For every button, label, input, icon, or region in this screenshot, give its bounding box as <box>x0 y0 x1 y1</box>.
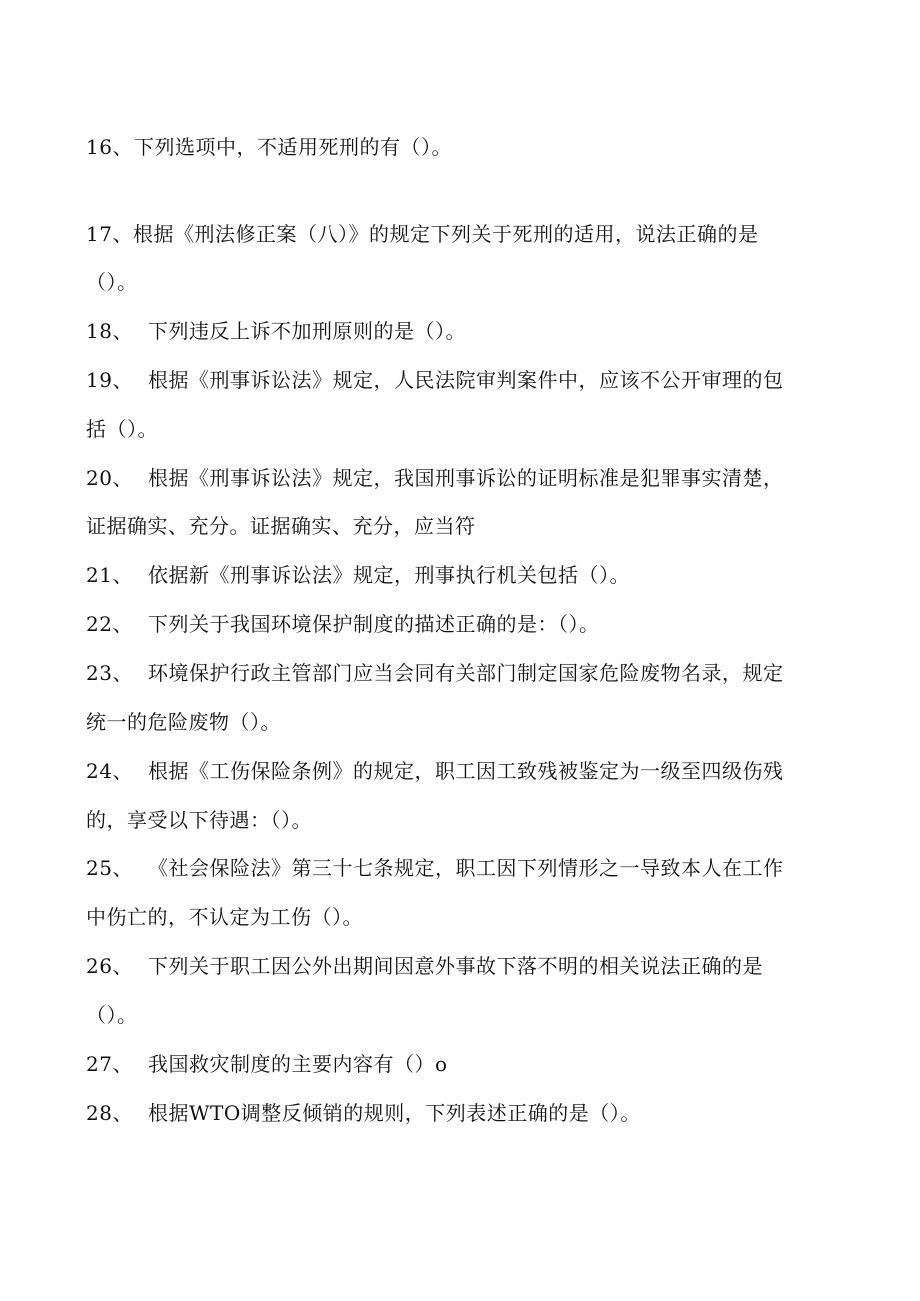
question-21 <box>86 562 846 588</box>
question-text: 根据《刑事诉讼法》规定，人民法院审判案件中，应该不公开审理的包 <box>148 368 784 392</box>
question-23 <box>86 660 846 686</box>
question-text: 括（）。 <box>86 417 158 441</box>
question-text: 我国救灾制度的主要内容有（）o <box>148 1052 448 1076</box>
question-24-continuation <box>86 807 846 833</box>
question-25-continuation <box>86 904 846 930</box>
question-number: 24、 <box>86 759 133 783</box>
question-23-continuation <box>86 709 846 735</box>
question-text: 根据《工伤保险条例》的规定，职工因工致残被鉴定为一级至四级伤残 <box>148 759 784 783</box>
question-text: 根据《刑法修正案（八）》的规定下列关于死刑的适用，说法正确的是 <box>132 222 759 246</box>
question-text: 中伤亡的，不认定为工伤（）。 <box>86 905 363 929</box>
question-number: 25、 <box>86 856 133 880</box>
question-text: 下列关于我国环境保护制度的描述正确的是：（）。 <box>148 612 600 636</box>
question-number: 21、 <box>86 563 133 587</box>
question-17-continuation <box>86 269 846 295</box>
question-number: 23、 <box>86 661 133 685</box>
question-text: 依据新《刑事诉讼法》规定，刑事执行机关包括（）。 <box>148 563 630 587</box>
question-text: 《社会保险法》第三十七条规定，职工因下列情形之一导致本人在工作 <box>148 856 784 880</box>
question-text: （）。 <box>86 270 138 294</box>
question-text: 统一的危险废物（）。 <box>86 710 281 734</box>
question-26 <box>86 953 846 979</box>
question-text: 根据《刑事诉讼法》规定，我国刑事诉讼的证明标准是犯罪事实清楚， <box>148 466 784 490</box>
question-text: 环境保护行政主管部门应当会同有关部门制定国家危险废物名录，规定 <box>148 661 784 685</box>
question-text: 下列关于职工因公外出期间因意外事故下落不明的相关说法正确的是 <box>148 954 763 978</box>
question-16 <box>86 134 846 160</box>
question-text: 证据确实、充分。证据确实、充分，应当符 <box>86 514 476 538</box>
question-20-continuation <box>86 513 846 539</box>
question-number: 27、 <box>86 1052 133 1076</box>
question-text: 根据WTO调整反倾销的规则，下列表述正确的是（）。 <box>148 1101 641 1125</box>
question-text: 的，享受以下待遇：（）。 <box>86 808 312 832</box>
question-28 <box>86 1100 846 1126</box>
question-text: （）。 <box>86 1003 138 1027</box>
question-text: 下列选项中，不适用死刑的有（）。 <box>134 135 452 159</box>
question-17 <box>86 221 846 247</box>
question-text: 下列违反上诉不加刑原则的是（）。 <box>148 319 466 343</box>
question-22 <box>86 611 846 637</box>
question-20 <box>86 465 846 491</box>
question-number: 19、 <box>86 368 133 392</box>
question-number: 16、 <box>86 135 133 159</box>
question-25 <box>86 855 846 881</box>
question-19 <box>86 367 846 393</box>
question-26-continuation <box>86 1002 846 1028</box>
question-24 <box>86 758 846 784</box>
question-number: 18、 <box>86 319 133 343</box>
question-number: 17、 <box>86 222 133 246</box>
question-number: 28、 <box>86 1101 133 1125</box>
question-18 <box>86 318 846 344</box>
question-number: 22、 <box>86 612 133 636</box>
question-19-continuation <box>86 416 846 442</box>
question-number: 26、 <box>86 954 133 978</box>
question-27 <box>86 1051 846 1077</box>
question-number: 20、 <box>86 466 133 490</box>
